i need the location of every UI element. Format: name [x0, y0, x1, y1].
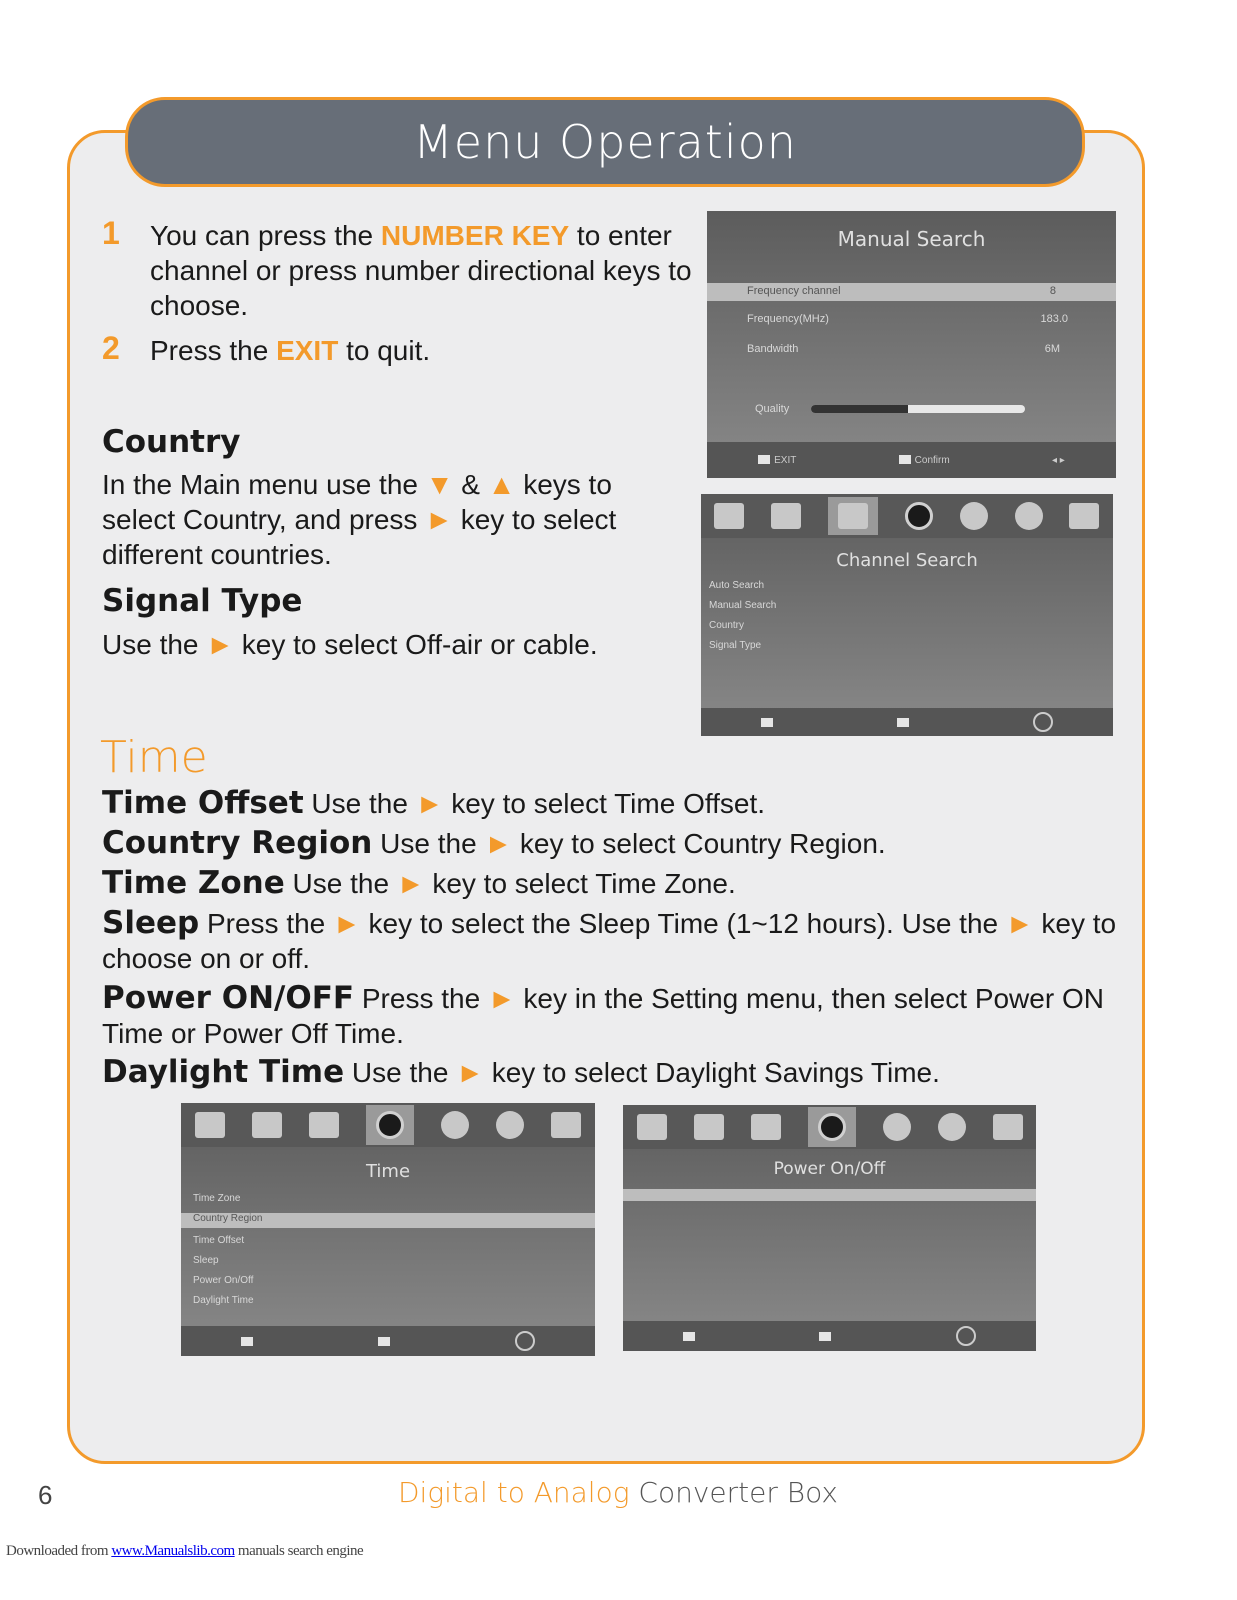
screen-title: Power On/Off: [773, 1159, 886, 1179]
step-number: 2: [102, 330, 120, 366]
sound-icon: [771, 503, 801, 529]
screen-footer: [623, 1321, 1036, 1351]
key-icon: [241, 1337, 253, 1346]
exit-key-icon: [758, 455, 770, 464]
screen-row: Sleep: [193, 1255, 219, 1266]
settings-icon: [993, 1114, 1023, 1140]
clock-icon: [818, 1113, 846, 1141]
screen-row: Manual Search: [709, 600, 777, 611]
screen-row: Country Region: [181, 1213, 595, 1228]
clock-icon: [376, 1111, 404, 1139]
step-text: Press the EXIT to quit.: [150, 335, 431, 366]
screen-footer: [701, 708, 1113, 736]
time-heading: Time: [100, 732, 208, 783]
country-text: In the Main menu use the ▼ & ▲ keys to select Country, and press ► key to select different countries.: [102, 469, 617, 570]
right-arrow-icon: ►: [456, 1057, 484, 1088]
quality-bar-fill: [811, 405, 907, 413]
screen-row: Time Offset: [193, 1235, 245, 1246]
download-note: Downloaded from www.Manualslib.com manuals search engine: [6, 1543, 364, 1559]
lock-icon: [938, 1113, 966, 1141]
country-region-item: Country Region Use the ► key to select Country Region.: [102, 825, 886, 861]
page-footer-title: Digital to Analog Converter Box: [398, 1476, 838, 1509]
navigation-ring-icon: [1033, 712, 1053, 732]
daylight-time-item: Daylight Time Use the ► key to select Daylight Savings Time.: [102, 1054, 940, 1090]
picture-icon: [637, 1114, 667, 1140]
screen-title: Manual Search: [837, 227, 986, 251]
time-offset-item: Time Offset Use the ► key to select Time Offset.: [102, 785, 766, 821]
menu-icon-row: [701, 494, 1113, 538]
right-arrow-icon: ►: [415, 788, 444, 819]
sound-icon: [694, 1114, 724, 1140]
manualslib-link[interactable]: www.Manualslib.com: [111, 1543, 235, 1559]
globe-icon: [883, 1113, 911, 1141]
screen-row: Country: [709, 620, 745, 631]
country-heading: Country: [102, 424, 241, 460]
power-on-off-item: Power ON/OFF Press the ► key in the Setting menu, then select Power ON Time or Power Off Time.: [102, 980, 1104, 1049]
highlight-key: NUMBER KEY: [380, 220, 570, 251]
screen-row: Frequency channel 8: [707, 283, 1116, 301]
sound-icon: [252, 1112, 282, 1138]
page-title-bar: [125, 97, 1085, 187]
clock-icon: [905, 502, 933, 530]
right-arrow-icon: ►: [1005, 908, 1034, 939]
menu-icon-row: [623, 1105, 1036, 1149]
right-arrow-icon: ►: [425, 504, 453, 535]
settings-icon: [551, 1112, 581, 1138]
screen-row: [623, 1189, 1036, 1201]
globe-icon: [441, 1111, 469, 1139]
screen-footer: [181, 1326, 595, 1356]
sleep-item: Sleep Press the ► key to select the Sleep Time (1~12 hours). Use the ► key to choose on or off.: [102, 905, 1117, 974]
step-text: You can press the NUMBER KEY to enter channel or press number directional keys to choose.: [150, 220, 692, 321]
screen-title: Time: [365, 1161, 411, 1182]
time-zone-item: Time Zone Use the ► key to select Time Zone.: [102, 865, 736, 901]
left-right-arrows-icon: ◂ ▸: [1051, 454, 1065, 466]
page-title: Menu Operation: [413, 115, 797, 169]
picture-icon: [195, 1112, 225, 1138]
right-arrow-icon: ►: [396, 868, 425, 899]
screen-row: Signal Type: [709, 640, 762, 651]
right-arrow-icon: ►: [487, 983, 516, 1014]
time-screenshot: [181, 1103, 595, 1356]
screen-row: Frequency(MHz) 183.0: [747, 313, 1068, 325]
up-arrow-icon: ▲: [487, 469, 516, 500]
channel-search-icon: [309, 1112, 339, 1138]
lock-icon: [1015, 502, 1043, 530]
signal-text: Use the ► key to select Off-air or cable.: [102, 629, 598, 660]
ok-key-icon: [899, 455, 911, 464]
channel-search-screenshot: [701, 494, 1113, 736]
highlight-key: EXIT: [276, 335, 339, 366]
channel-search-icon: [838, 503, 868, 529]
channel-search-icon: [751, 1114, 781, 1140]
step-number: 1: [102, 215, 120, 251]
signal-heading: Signal Type: [102, 583, 303, 619]
power-on-off-screenshot: [623, 1105, 1036, 1351]
globe-icon: [960, 502, 988, 530]
screen-row: Daylight Time: [193, 1295, 254, 1306]
lock-icon: [496, 1111, 524, 1139]
right-arrow-icon: ►: [333, 908, 361, 939]
screen-footer: EXIT Confirm ◂ ▸: [707, 442, 1116, 478]
key-icon: [378, 1337, 390, 1346]
quality-row: Quality: [707, 403, 1116, 415]
screen-row: Power On/Off: [193, 1275, 254, 1286]
key-icon: [819, 1332, 831, 1341]
screen-row: Bandwidth 6M: [747, 343, 1060, 355]
down-arrow-icon: ▼: [425, 469, 454, 500]
key-icon: [683, 1332, 695, 1341]
menu-icon-row: [181, 1103, 595, 1147]
navigation-ring-icon: [956, 1326, 976, 1346]
right-arrow-icon: ►: [484, 828, 513, 859]
screen-row: Auto Search: [709, 580, 765, 591]
settings-icon: [1069, 503, 1099, 529]
quality-bar: [811, 405, 1025, 413]
key-icon: [897, 718, 909, 727]
picture-icon: [714, 503, 744, 529]
page-number: 6: [38, 1480, 53, 1510]
manual-search-screenshot: [707, 211, 1116, 478]
navigation-ring-icon: [515, 1331, 535, 1351]
right-arrow-icon: ►: [206, 629, 234, 660]
key-icon: [761, 718, 773, 727]
screen-row: Time Zone: [193, 1193, 241, 1204]
screen-title: Channel Search: [836, 550, 978, 571]
